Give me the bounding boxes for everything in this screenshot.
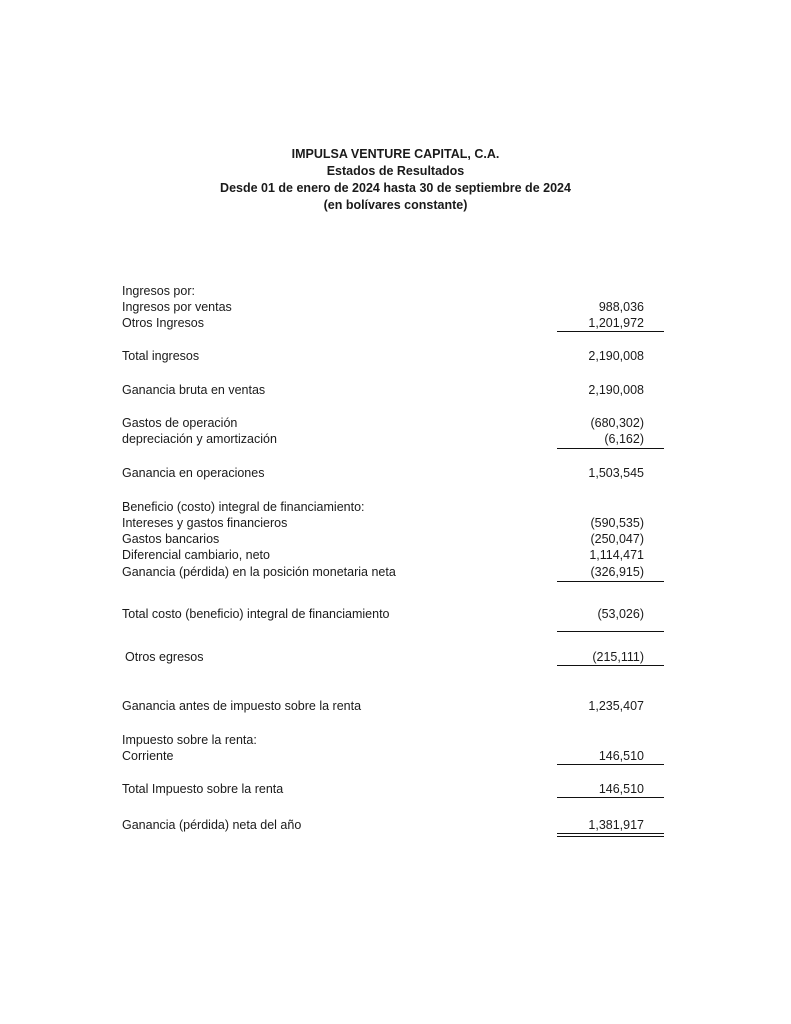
underline <box>557 581 664 582</box>
double-underline <box>557 833 664 837</box>
row-label: Corriente <box>122 749 174 763</box>
underline <box>557 448 664 449</box>
row-ingresos-ventas <box>122 299 664 315</box>
statement-period: Desde 01 de enero de 2024 hasta 30 de septiembre de 2024 <box>220 181 571 195</box>
row-value: (680,302) <box>590 416 644 430</box>
row-label: Diferencial cambiario, neto <box>122 548 270 562</box>
row-value: (53,026) <box>597 607 644 621</box>
section-ingresos-por <box>122 283 664 299</box>
row-label: Ingresos por: <box>122 284 195 298</box>
row-label: Ganancia (pérdida) neta del año <box>122 818 302 832</box>
statement-header <box>0 146 791 214</box>
underline <box>557 665 664 666</box>
row-label: Ganancia antes de impuesto sobre la renta <box>122 699 362 713</box>
row-ganancia-neta <box>122 817 664 833</box>
underline <box>557 764 664 765</box>
underline <box>557 797 664 798</box>
row-label: depreciación y amortización <box>122 432 277 446</box>
row-value: 988,036 <box>598 300 644 314</box>
row-label: Otros egresos <box>125 650 204 664</box>
row-ganancia-operaciones <box>122 465 664 481</box>
section-impuesto <box>122 732 664 748</box>
company-name: IMPULSA VENTURE CAPITAL, C.A. <box>291 147 500 161</box>
row-label: Ganancia (pérdida) en la posición monetaria neta <box>122 565 396 579</box>
row-label: Gastos bancarios <box>122 532 220 546</box>
row-label: Total costo (beneficio) integral de financiamiento <box>122 607 390 621</box>
row-corriente <box>122 748 664 764</box>
section-beneficio-financiamiento <box>122 499 664 515</box>
row-value: 2,190,008 <box>588 383 644 397</box>
row-label: Gastos de operación <box>122 416 238 430</box>
row-total-isr <box>122 781 664 797</box>
row-posicion-monetaria <box>122 564 664 580</box>
row-total-financiamiento <box>122 606 664 622</box>
row-value: (326,915) <box>590 565 644 579</box>
row-label: Beneficio (costo) integral de financiamiento: <box>122 500 365 514</box>
row-value: 1,235,407 <box>588 699 644 713</box>
row-value: 146,510 <box>598 749 644 763</box>
row-gastos-operacion <box>122 415 664 431</box>
row-label: Ganancia en operaciones <box>122 466 265 480</box>
row-label: Impuesto sobre la renta: <box>122 733 257 747</box>
row-label: Otros Ingresos <box>122 316 204 330</box>
row-diferencial-cambiario <box>122 547 664 563</box>
underline <box>557 631 664 632</box>
underline <box>557 331 664 332</box>
row-otros-ingresos <box>122 315 664 331</box>
row-total-ingresos <box>122 348 664 364</box>
row-label: Total Impuesto sobre la renta <box>122 782 284 796</box>
statement-title: Estados de Resultados <box>326 164 465 178</box>
row-depreciacion <box>122 431 664 447</box>
row-value: 2,190,008 <box>588 349 644 363</box>
row-value: (6,162) <box>604 432 644 446</box>
row-ganancia-bruta <box>122 382 664 398</box>
row-otros-egresos <box>125 649 667 665</box>
row-label: Ingresos por ventas <box>122 300 232 314</box>
row-intereses <box>122 515 664 531</box>
row-label: Intereses y gastos financieros <box>122 516 288 530</box>
row-value: 1,503,545 <box>588 466 644 480</box>
row-gastos-bancarios <box>122 531 664 547</box>
row-ganancia-antes-isr <box>122 698 664 714</box>
row-label: Total ingresos <box>122 349 200 363</box>
row-value: 1,114,471 <box>589 548 644 562</box>
row-label: Ganancia bruta en ventas <box>122 383 266 397</box>
row-value: (215,111) <box>592 650 644 664</box>
row-value: 146,510 <box>598 782 644 796</box>
row-value: 1,201,972 <box>588 316 644 330</box>
statement-currency: (en bolívares constante) <box>323 198 468 212</box>
row-value: (590,535) <box>590 516 644 530</box>
row-value: 1,381,917 <box>588 818 644 832</box>
row-value: (250,047) <box>590 532 644 546</box>
